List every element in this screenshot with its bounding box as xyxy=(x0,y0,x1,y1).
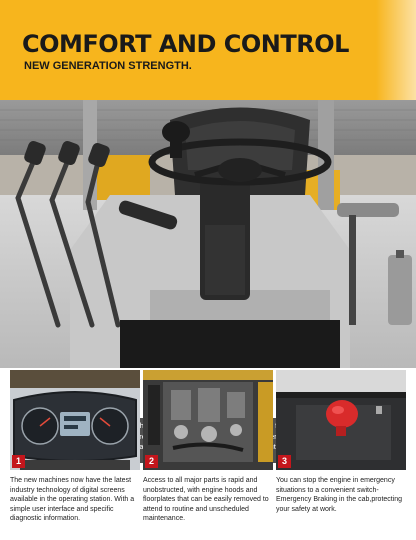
feature-image-dashboard xyxy=(10,370,140,470)
feature-description: You can stop the engine in emergency situations to a convenient switch-Emergency Braking in the cab,protecting your safety at work. xyxy=(276,477,403,513)
feature-number-badge: 2 xyxy=(145,455,158,468)
feature-number-badge: 1 xyxy=(12,455,25,468)
header-banner xyxy=(0,0,416,100)
feature-image-engine xyxy=(143,370,273,470)
feature-number-badge: 3 xyxy=(278,455,291,468)
hero-caption: steering xyxy=(22,418,402,463)
feature-description: Access to all major parts is rapid and unobstructed, with engine hoods and floorplates that can be easily removed to attend to routine and unscheduled maintenance. xyxy=(143,477,269,523)
hero-image-cab-interior xyxy=(0,100,416,441)
feature-description: The new machines now have the latest industry technology of digital screens available in the operating station. With a simple user interface and specific diagnostic information. xyxy=(10,477,135,523)
header-fade xyxy=(376,0,416,100)
page-subtitle: NEW GENERATION STRENGTH. xyxy=(24,60,192,72)
feature-image-emergency-switch xyxy=(276,370,406,470)
page-title: COMFORT AND CONTROL xyxy=(22,30,349,58)
